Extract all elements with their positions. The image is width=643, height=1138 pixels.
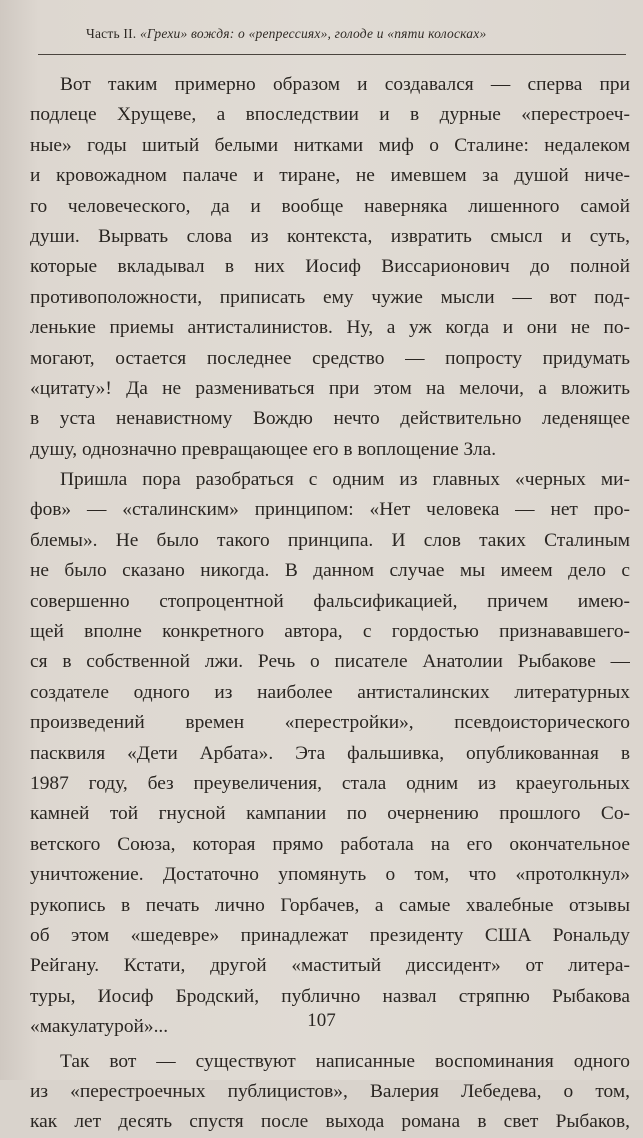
text-line: могают, остается последнее средство — попросту придумать — [30, 347, 630, 369]
text-line: произведений времен «перестройки», псевдоисторического — [30, 712, 630, 734]
text-line: создателе одного из наиболее антисталинских литературных — [30, 681, 630, 703]
body-text — [30, 70, 630, 1138]
text-line: ные» годы шитый белыми нитками миф о Сталине: недалеком — [30, 134, 630, 156]
text-line: рукопись в печать лично Горбачев, а самые хвалебные отзывы — [30, 894, 630, 916]
text-line: и кровожадном палаче и тиране, не имевшем за душой ничe- — [30, 165, 630, 187]
running-head-part: Часть II. — [86, 26, 137, 41]
running-head — [86, 26, 626, 42]
text-line: как лет десять спустя после выхода романа в свет Рыбаков, — [30, 1111, 630, 1133]
text-line: душу, однозначно превращающее его в воплощение Зла. — [30, 438, 497, 460]
text-line: подлеце Хрущеве, а впоследствии и в дурные «перестроеч- — [30, 104, 630, 126]
text-line: которые вкладывал в них Иосиф Виссарионович до полной — [30, 256, 630, 278]
text-line: совершенно стопроцентной фальсификацией, причем имею- — [30, 590, 630, 612]
text-line: уничтожение. Достаточно упомянуть о том, что «протолкнул» — [30, 864, 630, 886]
paragraph — [30, 1047, 630, 1138]
text-line: противоположности, приписать ему чужие мысли — вот под- — [30, 286, 630, 308]
text-line: туры, Иосиф Бродский, публично назвал стряпню Рыбакова — [30, 985, 630, 1007]
text-line: го человеческого, да и вообще наверняка лишенного самой — [30, 195, 630, 217]
text-line: блемы». Не было такого принципа. И слов таких Сталиным — [30, 529, 630, 551]
text-line: в уста ненавистному Вождю нечто действительно леденящее — [30, 408, 630, 430]
text-line: 1987 году, без преувеличения, стала одним из краеугольных — [30, 772, 630, 794]
text-line: щей вполне конкретного автора, с гордостью признававшего- — [30, 621, 630, 643]
text-line: камней той гнусной кампании по очернению прошлого Со- — [30, 803, 630, 825]
text-line: ветского Союза, которая прямо работала на его окончательное — [30, 833, 630, 855]
text-line: Пришла пора разобраться с одним из главных «черных ми- — [60, 469, 630, 491]
text-line: из «перестроечных публицистов», Валерия Лебедева, о том, — [30, 1080, 630, 1102]
paragraph — [30, 70, 630, 465]
text-line: не было сказано никогда. В данном случае мы имеем дело с — [30, 560, 630, 582]
text-line: Вот таким примерно образом и создавался — сперва при — [60, 74, 630, 95]
text-line: ся в собственной лжи. Речь о писателе Анатолии Рыбакове — — [30, 651, 630, 673]
text-line: души. Вырвать слова из контекста, извратить смысл и суть, — [30, 225, 630, 247]
text-line: «цитату»! Да не размениваться при этом на мелочи, а вложить — [30, 377, 630, 399]
text-line: «макулатурой»... — [30, 1016, 169, 1038]
paragraph — [30, 465, 630, 1042]
text-line: фов» — «сталинским» принципом: «Нет человека — нет про- — [30, 499, 630, 521]
text-line: Так вот — существуют написанные воспоминания одного — [60, 1050, 630, 1072]
running-head-title: «Грехи» вождя: о «репрессиях», голоде и «пяти колосках» — [139, 26, 487, 41]
text-line: Рейгану. Кстати, другой «маститый диссидент» от литера- — [30, 955, 630, 977]
text-line: ленькие приемы антисталинистов. Ну, а уж когда и они не по- — [30, 317, 630, 339]
text-line: об этом «шедевре» принадлежат президенту США Рональду — [30, 924, 630, 946]
header-rule — [38, 54, 626, 55]
page-number: 107 — [307, 1010, 336, 1031]
text-line: пасквиля «Дети Арбата». Эта фальшивка, опубликованная в — [30, 742, 630, 764]
